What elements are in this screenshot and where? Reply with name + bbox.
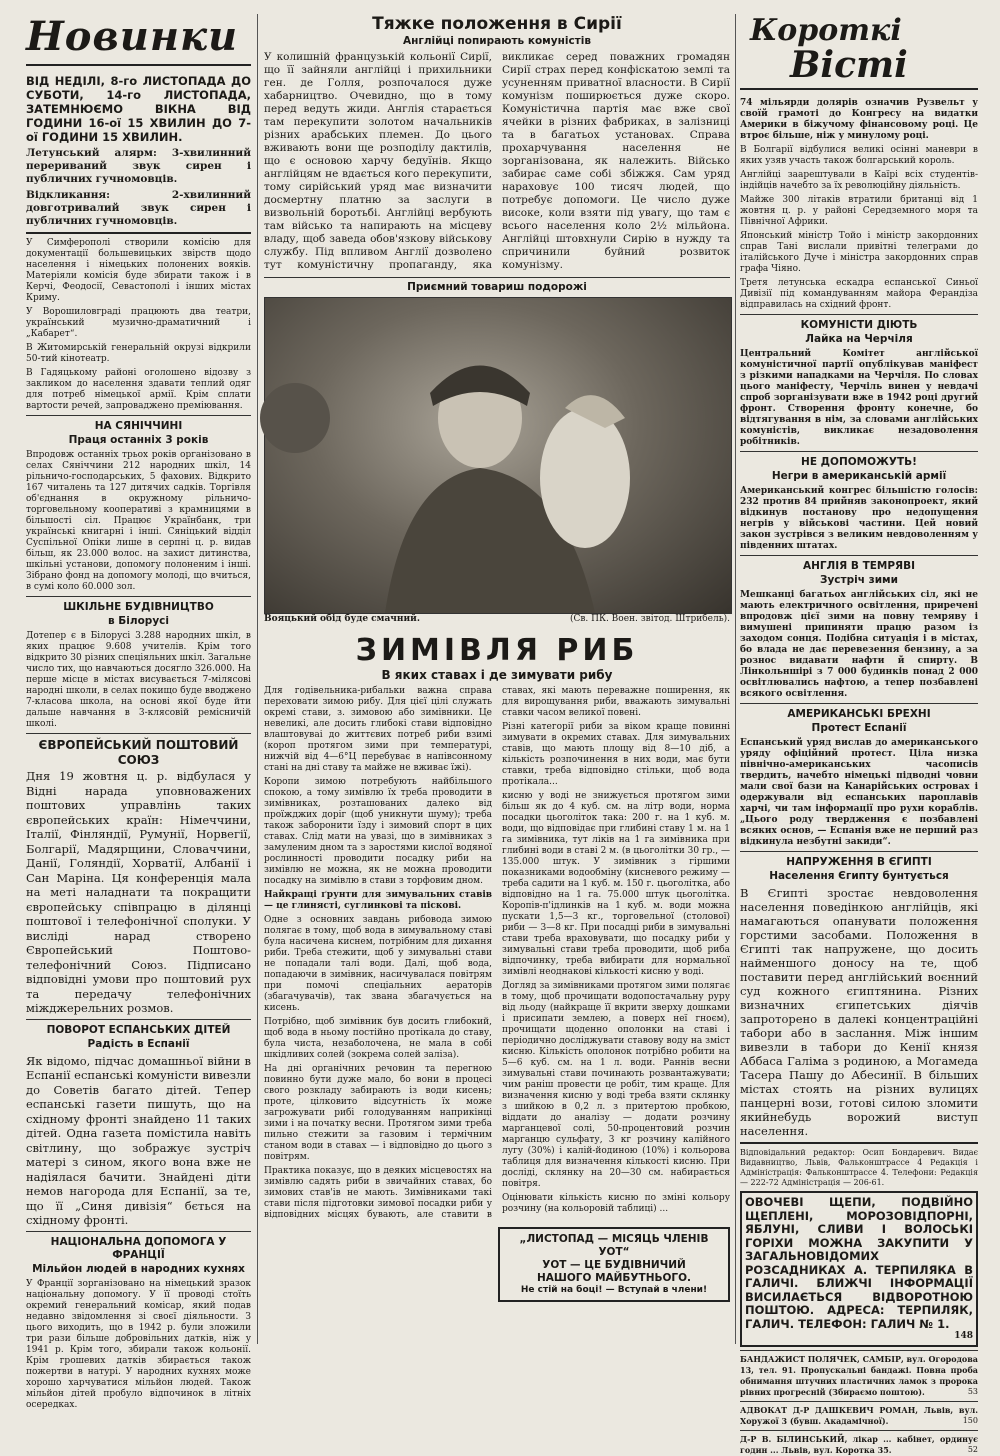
column-rule [735,14,736,1344]
aid-text: У Франції зорганізовано на німецький зразок національну допомогу. У її проводі стоїть окремий генеральний комісар, який подав недавно звідомлення зі своєї діяльности. З цього виходить, що в 1942 р. були зложили три рази більше добровільних датків, ніж у 1941 р. Крім того, збирали також кольонії. Крім грошевих датків збирається також пожертви в натурі. У народних кухнях може хорошо харчуватися мільйон людей. Також мільйон дітей пробуло відпочинок в літніх осередках. [26,1278,251,1410]
divider [26,1019,251,1020]
left-column [26,13,251,1410]
postal-title: ЄВРОПЕЙСЬКИЙ ПОШТОВИЙ СОЮЗ [38,738,239,767]
fish-paragraph: Коропи зимою потребують найбільшого спокою, а тому зимівлю їх треба проводити в зимівниках, розташованих далеко від проїжджих доріг (щоб уникнути шуму); треба також заборонити їзду і зимовий спорт в цих ставах. Слід мати на увазі, що в зимівниках з замуленим дном та з заростями кислої водяної рослинності проводити посадку риби на зимівлю не можна, як не можна проводити посадку на зимівлю в стави з торфовим дном. [264,776,492,886]
fish-paragraph: Одне з основних завдань рибовода зимою полягає в тому, щоб вода в зимувальному ставі була насичена киснем, потрібним для дихання риби. Треба стежити, щоб у зимувальні стави не попадали талі води. Далі, щоб вода, попадаючи в зимівник, насичувалася повітрям при помочі спеціальних аераторів (збагачувачів), так звана збагачується на кисень. [264,914,492,1013]
help-text: Американський конгрес більшістю голосів: 232 против 84 прийняв законопроект, який відкинув постанову про недопущення негрів у військові частини. Цей новий закон зустрівся з великим невдоволенням у південних штатах. [740,486,978,551]
school-subtitle: в Білорусі [108,615,169,627]
soldier-with-goose-image [265,298,731,613]
syria-subtitle: Англійці попирають комуністів [403,35,591,47]
alarm-notice: Летунський алярм: 3-хвилинний перериваний звук сирен і публичних гучномовців. [26,147,251,185]
logo-line: Короткі [750,13,902,48]
lies-text: Еспанський уряд вислав до американського уряду офіційний протест. Ціла низка північно-американських часописів твердить, начебто німецькі підводні човни мали свої бази на Канарійських островах і одержували від еспанських пароплавів харчі, чи там інформації про рухи кораблів. „Цього роду твердження є позбавлені всяких основ, — Еспанія вже не перший раз відкинула незбутні закиди“. [740,738,978,847]
small-ad [740,1354,978,1398]
uot-banner [498,1227,730,1302]
blackout-notice: ВІД НЕДІЛІ, 8-го ЛИСТОПАДА ДО СУБОТИ, 14-го ЛИСТОПАДА, ЗАТЕМНЮЄМО ВІКНА ВІД ГОДИНИ 16-ої 15 ХВИЛИН ДО 7-ої ГОДИНИ 15 ХВИЛИН. [26,74,251,144]
soldier-photo [264,297,732,614]
fish-title: ЗИМІВЛЯ РИБ [355,632,639,668]
divider [740,1430,978,1431]
sanyczyna-subtitle: Праця останніх 3 років [68,434,209,446]
brief-item: Майже 300 літаків втратили британці від 1 жовтня ц. р. у районі Середземного моря та Північної Африки. [740,195,978,227]
fish-paragraph: Для годівельника-рибальки важна справа переховати зимою рибу. Для цієї цілі служать окремі стави, з. зимовою або зимівники. Це невеликі, але досить глибокі стави відповідно влаштовуваі до життєвих потреб риби взимі (короп протягом зими при температурі, нижчій від 4—6°Ц перебуває в напівсонному стані на дні ставу та майже не вживає їжі). [264,685,492,773]
small-ad-text: Д-Р В. БІЛИНСЬКИЙ, лікар ... кабінет, ординує годин ... Львів, вул. Коротка 35. [740,1434,978,1455]
aid-subtitle: Мільйон людей в народних кухнях [32,1262,245,1275]
divider [26,232,251,234]
fish-paragraph: кисню у воді не знижується протягом зими більш як до 4 куб. см. на літр води, норма посадки цьоголіток така: 200 г. на 1 куб. м. води, що відповідає при глибині ставу 1 м. на 1 га зимівника, тут ліків на 1 га зимівника при глибині води в ставі 2 м. (в цьоголітки 30 гр., — 135.000 штук. У зимівник з гіршими показниками водообміну (кисневого режиму — треба садити на 1 куб. м. 150 г. цьоголітка, або відповідно на 1 га. 75.000 штук цьоголітка. Коропів-п'ідлинків на 1 куб. м. води можна пускати 1,5—3 кг., торговельної (столової) риби — 3—8 кг. При посадці риби в зимувальні стави треба враховувати, що посадку риби у зимувальні стави треба проводити, щоб риба відпочинку, треба вибирати для нормальної зимівлі неоднакові кількості кисню у воді. [502,790,731,977]
lies-subtitle: Протест Еспанії [811,722,907,734]
egypt-subtitle: Населення Єгипту бунтується [769,870,949,882]
aid-title: НАЦІОНАЛЬНА ДОПОМОГА У ФРАНЦІЇ [50,1235,227,1261]
help-title: НЕ ДОПОМОЖУТЬ! [801,456,917,468]
news-item: В Житомирській генеральній окрузі відкрили 50-тий кінотеатр. [26,343,251,364]
banner-line: „ЛИСТОПАД — МІСЯЦЬ ЧЛЕНІВ УОТ“ [519,1232,709,1258]
children-subtitle: Радість в Еспанії [87,1037,190,1050]
fish-paragraph: Потрібно, щоб зимівник був досить глибокий, щоб вода в ньому постійно протікала до ставу, була чиста, незаболочена, не мала в собі шкідливих солей (зокрема солей заліза). [264,1016,492,1060]
divider [26,596,251,597]
fish-paragraph: На дні органічних речовин та перегною повинно бути дуже мало, бо вони в процесі свого розкладу забирають із води кисень; проте, цілковито відсутність їх може загрожувати рибі голодуванням наприкінці зими і на початку весни. Протягом зими треба пильно стежити за газовим і термічним станом води в ставах — і відповідно до цього з повітрям. [264,1063,492,1162]
divider [740,555,978,556]
comm-subtitle: Лайка на Черчіля [805,333,913,345]
ad-number: 53 [967,1387,978,1396]
small-ad [740,1434,978,1456]
ad-number: 150 [962,1416,978,1425]
ad-number: 148 [954,1331,973,1341]
syria-title: Тяжке положення в Сирії [372,14,622,34]
small-ad-text: БАНДАЖИСТ ПОЛЯЧЕК, САМБІР, вул. Огородова 13, тел. 91. Пропускальні бандажі. Повна проба обнимання штучних пластичних ламок з пророка рівних прогресній (Збираємо поштою). [740,1354,978,1397]
dark-subtitle: Зустріч зими [820,574,898,586]
imprint: Відповідальний редактор: Осип Бондаревич. Видає Видавництво, Львів, Фальконштрассе 4 Редакція і Адміністрація: Фальконштрассе 4. Телефони: Редакція — 222-72 Адміністрація — 206-61. [740,1148,978,1187]
children-title: ПОВОРОТ ЕСПАНСЬКИХ ДІТЕЙ [46,1023,231,1036]
egypt-text: В Єгипті зростає невдоволення населення поведінкою англійців, які намагаються опанувати положення горстими засобами. Положення в Єгипті так напружене, що досить найменшого доносу на те, щоб поставити перед англійський воєнний суд кожного єгиптянина. Різних визначних єгипетських діячів запроторено в далекі концентраційні табори або в заслання. Між іншим вивезли в табори до Кенії князя Аббаса Галіма з родиною, а Могамеда Тасера Пашу до Абесинії. В більших містах стоять на різних вулицях панцерні вози, готові силою зломити якийнебудь ворожий виступ населення. [740,886,978,1138]
fish-paragraph: Практика показує, що в деяких місцевостях на зимівлю садять риби в звичайних ставах, бо зимових став'ів не мають. Зимівниками такі стави після підготовки зимової посадки риби у відповідних місцях бувають, але ставити в ставах, які мають переважне поширення, як для вирощування риби, вважають зимувальні ставки часом великої повені. [264,685,730,1220]
help-subtitle: Негри в американській армії [771,470,947,482]
syria-text: У колишній французькій кольонії Сирії, що її зайняли англійці і прихильники ген. де Голля, розпочалося дуже хабарництво. Очевидно, що в тому перед ведуть жиди. Англія старається там перекупити золотом начальників різних арабських племен. До цього вживають вони ще розподілу дактилів, що є основою харчу бедуїнів. Якщо англійцям не вдається кого перекупити, тому сирійський уряд має визначити досмертну платню за заслуги в визвольній боротьбі. Англійці вербують там військо та напирають на місцеву владу, щоб заведа обов'язкову військову службу. Під впливом Англії дозволено тут комуністичну пропаганду, яка викликає серед поважних громадян Сирії страх перед конфіскатою землі та усуненням приватної власности. В Сирії комунізм поширюється дуже скоро. Комуністична партія має вже свої ячейки в різних фабриках, в залізниці та в багатьох установах. Справа прохарчування населення не зорганізована, як належить. Військо забирає саме собі збіжжя. Сам уряд нараховує 100 тисяч людей, що потребує допомоги. Це число дуже високе, коли взяти під увагу, що там є всього населення коло 2½ мільйона. Англійці штовхнули Сирію в нужду та спричинили буйний розвиток комунізму. [264,51,730,271]
korotki-visti-logo [740,14,978,90]
divider [740,451,978,452]
divider [264,277,730,278]
fish-paragraph: Догляд за зимівниками протягом зими полягає в тому, щоб прочищати водопостачальну руру від льоду (найкраще її вкрити зверху дошками і присипати землею, а поверх неї гноєм), прочищати щоденно ополонки на ставі і періодично досліджувати ставову воду на зміст кисню. Кількість ополонок потрібно робити на 5—6 куб. см. на 1 л. води. Раннів весни зимувальні стави починають розвантажувати; чим раніш провести це робіт, тим краще. Для визначення кисню у воді треба взяти склянку з шийкою в 0,2 л. з притертою пробкою, віддати до аналізу — додати розчину марганцевої солі, 50-процентовий розчин марганцю сульфату, 3 кг розчину калійного лугу (30%) і калій-йодиною (10%) і кольорова таблиця для визначення кількості кисню. При досліді, склянку на 20—30 см. набирається повітря. [502,980,730,1189]
children-text: Як відомо, підчас домашньої війни в Еспанії еспанські комуністи вивезли до Советів багато дітей. Тепер еспанські газети пишуть, що на східному фронті знайдено 11 таких дітей. Одна газета помістила навіть світлину, що зображує зустріч матері з сином, якого вона вже не надіялася бачити. Знайдені діти немов нагорода для Еспанії, за те, що її „Синя дивізія“ бється на східному фронті. [26,1053,251,1227]
syria-article [264,51,730,274]
small-ad-text: АДВОКАТ Д-Р ДАШКЕВИЧ РОМАН, Львів, вул. Хоружої 3 (бувш. Акадамічної). [740,1405,978,1426]
comm-text: Центральний Комітет англійської комуністичної партії опублікував маніфест з різкими нападками на Черчіля. По словах цього маніфесту, Черчіль винен у невдачі спроб зорганізувати вже в 1942 році другий фронт. Створення фронту конечне, бо відтягування в нім, за словами англійських комуністів, викликає незадоволення робітників. [740,349,978,447]
brief-item: Англійці заарештували в Каїрі всіх студентів-індійців начебто за їх революційну діяльність. [740,170,978,191]
brief-item: Третя летунська ескадра еспанської Синьої Дивізії під командуванням майора Ферандіза відправилась на східний фронт. [740,278,978,310]
news-item: У Ворошиловграді працюють два театри, український музично-драматичний і „Кабарет“. [26,307,251,339]
release-notice: Відкликання: 2-хвилинний довготривалий звук сирен і публичних гучномовців. [26,189,251,227]
logo-line: Вісті [790,44,908,86]
divider [26,1231,251,1232]
nursery-ad [740,1191,978,1347]
photo-title: Приємний товариш подорожі [407,280,587,293]
banner-line: УОТ — ЦЕ БУДІВНИЧИЙ [542,1258,686,1271]
fish-article [264,686,730,1221]
school-title: ШКІЛЬНЕ БУДІВНИЦТВО [63,601,214,613]
fish-paragraph: Оцінювати кількість кисню по зміні кольору розчину (на кольоровій таблиці) ... [502,1192,730,1214]
divider [740,1401,978,1402]
divider [26,733,251,734]
divider [740,1142,978,1144]
news-item: У Симферополі створили комісію для документації большевицьких звірств щодо населення і німецьких полонених вояків. Матеріяли комісія буде збирати також і в Керчі, Феодосії, Севастополі і інших містах Криму. [26,238,251,303]
middle-column [264,14,730,1344]
divider [740,703,978,704]
fish-paragraph: Найкращі ґрунти для зимувальних ставів — це глинясті, суглинкові та піскові. [264,889,492,911]
photo-caption [264,614,730,625]
news-item: В Гадяцькому районі оголошено відозву з закликом до населення здавати теплий одяг для потреб німецької армії. Крім сплати вартости речей, запроваджено преміювання. [26,368,251,411]
sanyczyna-text: Впродовж останніх трьох років організовано в селах Сяніччини 212 народних шкіл, 14 рільничо-господарських, 5 фахових. Відкрито 167 читалень та 127 дитячих садків. Торгівля об'єднання в окружному рільничо-торговельному кооперативі з крамницями в більшості сіл. Працює Українбанк, три українські книгарні і інші. Сяніцький відділ Суспільної Опіки лише в серпні ц. р. видав більш, як 23.000 волос. на захист дитинства, шкільні установи, допомогу полоненим і інші. Зібрано фонд на допомогу молоді, що вчиться, в сумі коло 60.000 зол. [26,450,251,592]
ad-number: 52 [967,1445,978,1454]
divider [740,314,978,315]
divider [26,415,251,416]
brief-item: 74 мільярди долярів означив Рузвельт у своїй грамоті до Конгресу на видатки Америки в біжучому фінансовому році. Це втроє більше, ніж у минулому році. [740,98,978,141]
nursery-ad-text: ОВОЧЕВІ ЩЕПИ, ПОДВІЙНО ЩЕПЛЕНІ, МОРОЗОВІДПОРНІ, ЯБЛУНІ, СЛИВИ І ВОЛОСЬКІ ГОРІХИ МОЖНА ЗАКУПИТИ У ЗАГАЛЬНОВІДОМИХ РОЗСАДНИКАХ А. ТЕРПИЛЯКА В ГАЛИЧІ. БЛИЖЧІ ІНФОРМАЦІЇ ВИСИЛАЄТЬСЯ ВІДВОРОТНОЮ ПОШТОЮ. АДРЕСА: ТЕРПИЛЯК, ГАЛИЧ. ТЕЛЕФОН: ГАЛИЧ № 1. [745,1195,973,1331]
novynky-logo: Новинки [26,14,251,66]
banner-line: Не стій на боці! — Вступай в члени! [520,1284,708,1295]
sanyczyna-title: НА СЯНІЧЧИНІ [94,420,183,432]
dark-title: АНГЛІЯ В ТЕМРЯВІ [802,560,916,572]
lies-title: АМЕРИКАНСЬКІ БРЕХНІ [787,708,931,720]
brief-item: В Болгарії відбулися великі осінні маневри в яких узяв участь також болгарський король. [740,145,978,166]
photo-caption-left: Вояцький обід буде смачний. [264,613,420,624]
banner-line: НАШОГО МАЙБУТНЬОГО. [536,1271,692,1284]
fish-subtitle: В яких ставах і де зимувати рибу [381,667,613,682]
dark-text: Мешканці багатьох англійських сіл, які не мають електричного освітлення, приречені впродовж цієї зими на повну темряву і вимушені припиняти працю разом із заходом сонця. Подібна ситуація і в містах, бо влада не дає перевезення бензину, а за рознос видавати нафти й спирту. В Лінкольншірі з 7 000 будинків понад 2 000 освітлювались нафтою, а тепер позбавлені всякого освітлення. [740,590,978,699]
column-rule [257,14,258,1344]
postal-text: Дня 19 жовтня ц. р. відбулася у Відні нарада уповноважених поштових управлінь таких європейських країн: Німеччини, Італії, Фінляндії, Румунії, Норвегії, Болгарії, Мадярщини, Словаччини, Данії, Голяндії, Хорватії, Албанії і Сан Маріна. Ця конференція мала на меті наладнати та покращити європейську співпрацю в ділянці поштової і телефонічної сполуки. У висліді нарад створено Європейський Поштово-телефонічний Союз. Підписано відповідні умови про поштовий рух та передачу телефонічних міжджерельних розмов. [26,769,251,1015]
egypt-title: НАПРУЖЕННЯ В ЄГИПТІ [786,856,932,868]
divider [740,851,978,852]
fish-paragraph: Різні категорії риби за віком краще повинні зимувати в окремих ставах. Для зимувальних ставів, що мають площу від 8—10 діб, а кількість розпочинення в них води, має бути ставки, треба відповідно стільки, щоб вода протікала... [502,721,730,787]
photo-caption-right: (Св. ПК. Воен. звітод. Штрибель). [569,613,730,624]
comm-title: КОМУНІСТИ ДІЮТЬ [800,319,918,331]
right-column [740,13,978,1455]
divider [740,1350,978,1351]
brief-item: Японський міністр Тойо і міністр закордонних справ Тані вислали привітні телеграми до італійського Дуче і міністра закордонних справ графа Чіяно. [740,231,978,274]
school-text: Дотепер є в Білорусі 3.288 народних шкіл, в яких працює 9.608 учителів. Крім того відкрито 30 різних спеціяльних шкіл. Загальне число тих, що навчаються досягло 326.000. На перше місце в містах висувається 7-мілясові народні школи, в селах покищо буде вводжено 7-класова школа, на основі якої буде йти дальше навчання в 3-клясовій ремісничій школі. [26,631,251,729]
small-ad [740,1405,978,1427]
